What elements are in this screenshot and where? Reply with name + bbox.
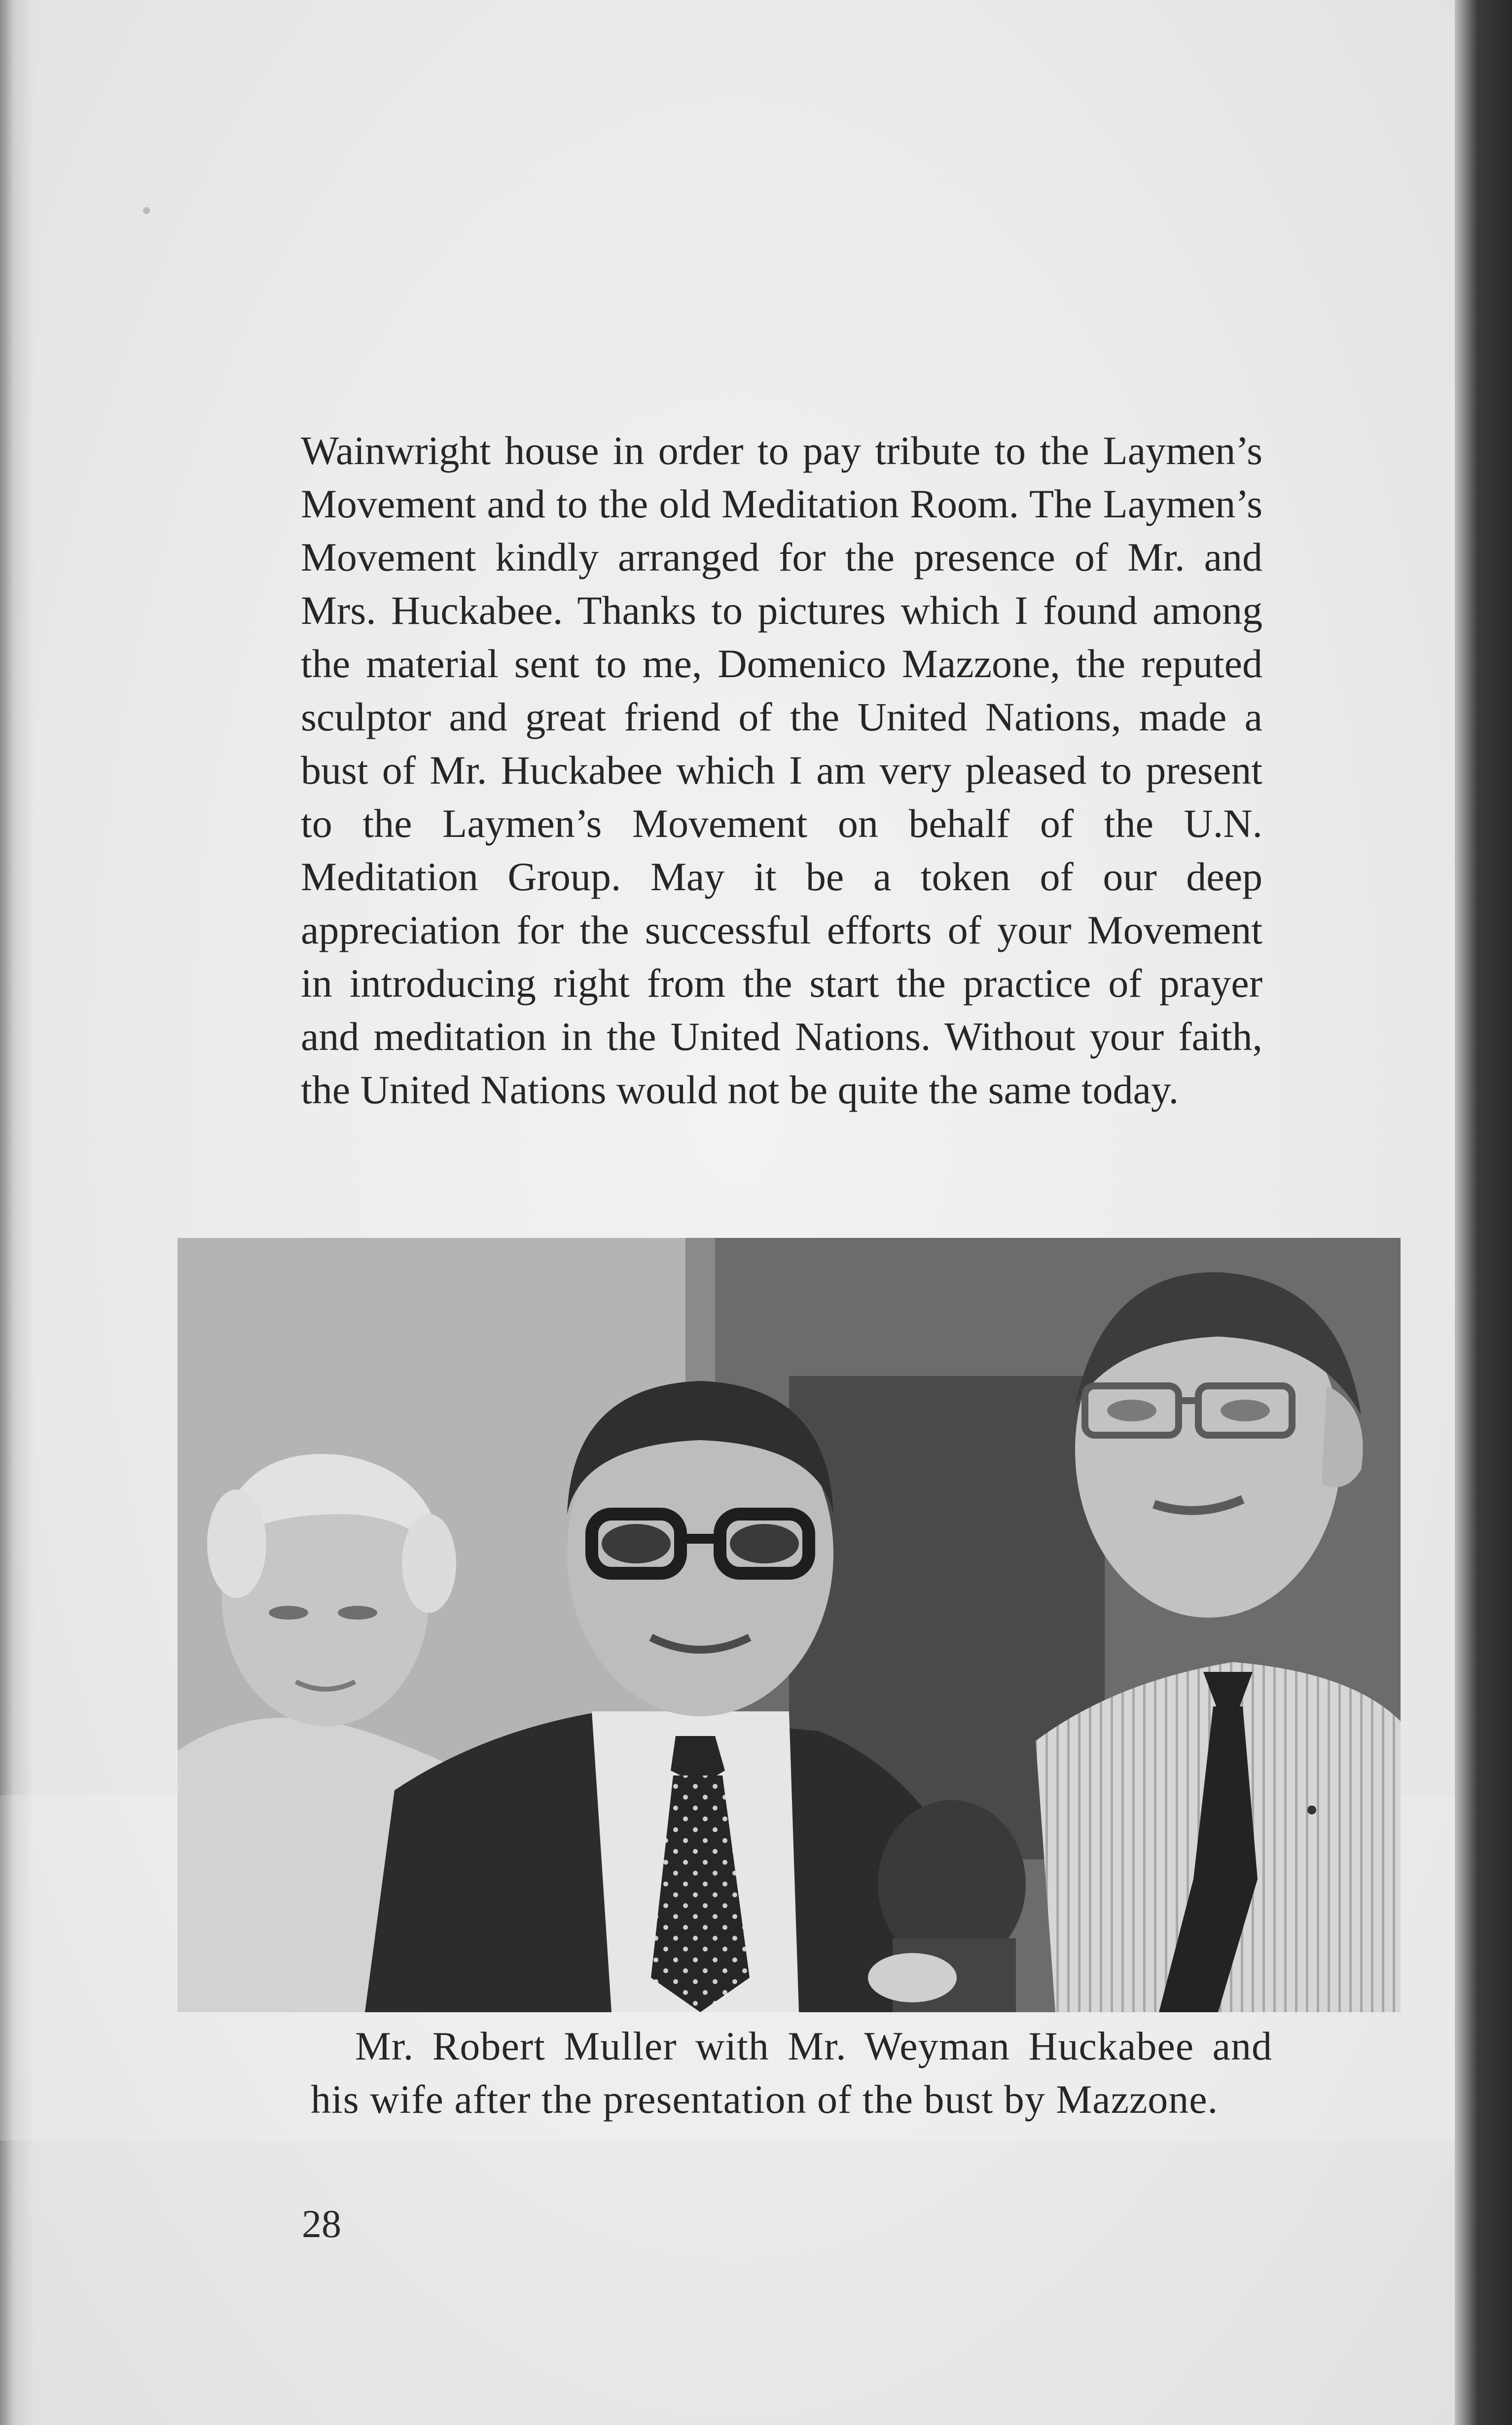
photo-caption: Mr. Robert Muller with Mr. Weyman Huckabee and his wife after the presentation of the bust by Mazzone. bbox=[311, 2024, 1272, 2122]
photograph-illustration bbox=[178, 1238, 1401, 2012]
scan-edge bbox=[1455, 0, 1512, 2425]
body-paragraph: Wainwright house in order to pay tribute to the Laymen’s Movement and to the old Meditation Room. The Laymen’s Movement kindly arranged for the presence of Mr. and Mrs. Huckabee. Thanks to pictures which I found among the material sent to me, Domenico Mazzone, the reputed sculptor and great friend of the United Nations, made a bust of Mr. Huckabee which I am very pleased to present to the Laymen’s Movement on behalf of the U.N. Meditation Group. May it be a token of our deep appreciation for the successful efforts of your Movement in introducing right from the start the practice of prayer and meditation in the United Nations. Without your faith, the United Nations would not be quite the same today. bbox=[301, 428, 1262, 1112]
page-number: 28 bbox=[302, 2203, 341, 2246]
paper-speck bbox=[143, 207, 150, 214]
group-photograph bbox=[178, 1238, 1401, 2012]
